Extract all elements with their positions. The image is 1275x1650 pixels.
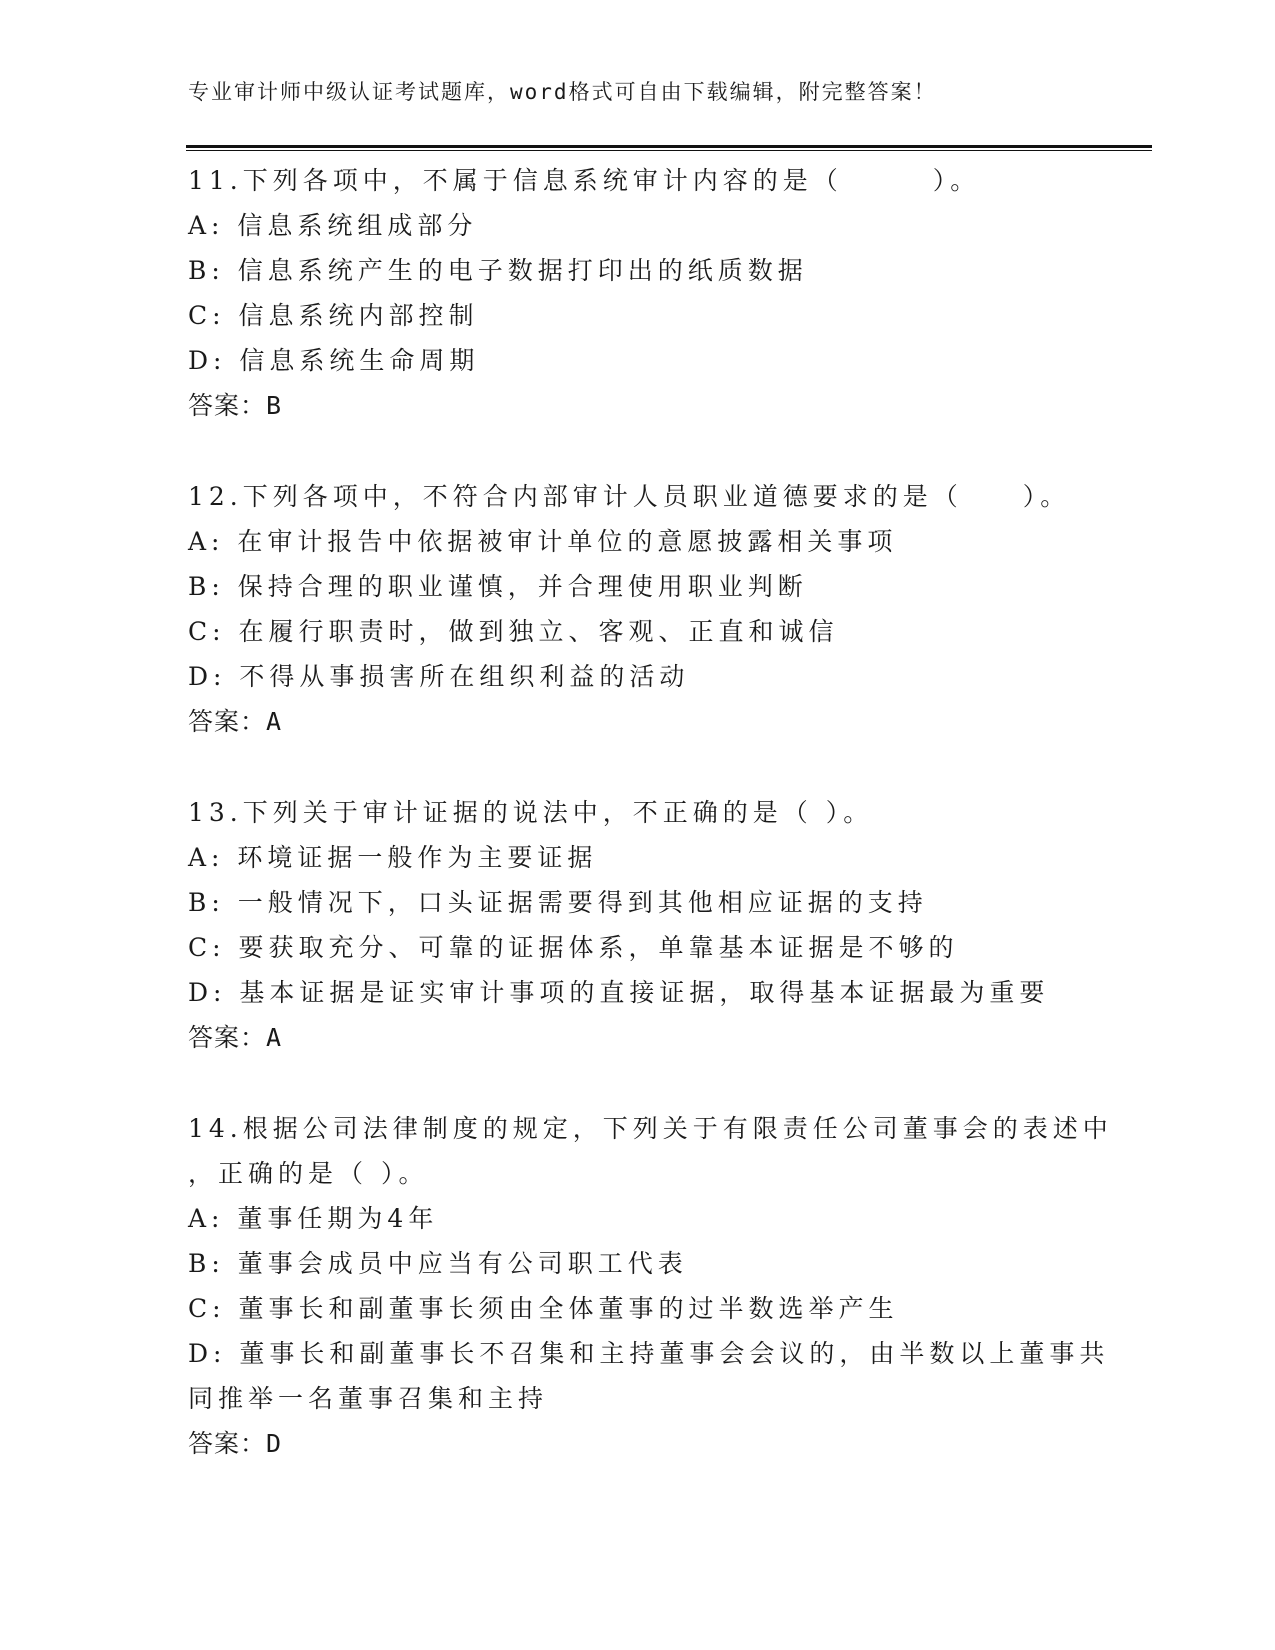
question-list bbox=[188, 158, 1113, 1512]
header-rule-thick bbox=[186, 145, 1152, 148]
question-stem: 11.下列各项中，不属于信息系统审计内容的是（ ）。 bbox=[188, 166, 981, 195]
answer-option: B: 一般情况下，口头证据需要得到其他相应证据的支持 bbox=[188, 888, 928, 917]
answer-value: A bbox=[266, 1023, 283, 1052]
answer-line bbox=[188, 383, 1088, 428]
header-rule-thin bbox=[186, 150, 1152, 151]
answer-option: A: 董事任期为4年 bbox=[188, 1204, 439, 1233]
answer-label: 答案： bbox=[188, 707, 267, 736]
answer-value: D bbox=[266, 1429, 283, 1458]
answer-line bbox=[188, 1421, 1088, 1466]
answer-option: 同推举一名董事召集和主持 bbox=[188, 1384, 549, 1413]
answer-label: 答案： bbox=[188, 1429, 267, 1458]
answer-line bbox=[188, 699, 1088, 744]
question-stem: 13.下列关于审计证据的说法中，不正确的是（ ）。 bbox=[188, 798, 874, 827]
question-block bbox=[188, 790, 1088, 1060]
answer-option: D: 信息系统生命周期 bbox=[188, 346, 480, 375]
question-stem: ，正确的是（ ）。 bbox=[188, 1159, 429, 1188]
question-block bbox=[188, 1106, 1113, 1466]
answer-value: B bbox=[266, 391, 283, 420]
answer-option: A: 信息系统组成部分 bbox=[188, 211, 478, 240]
answer-value: A bbox=[266, 707, 283, 736]
answer-option: B: 保持合理的职业谨慎，并合理使用职业判断 bbox=[188, 572, 808, 601]
page-header: 专业审计师中级认证考试题库，word格式可自由下载编辑，附完整答案！ bbox=[188, 80, 937, 104]
question-stem: 12.下列各项中，不符合内部审计人员职业道德要求的是（ ）。 bbox=[188, 482, 1071, 511]
answer-option: D: 不得从事损害所在组织利益的活动 bbox=[188, 662, 690, 691]
answer-label: 答案： bbox=[188, 391, 267, 420]
answer-option: C: 信息系统内部控制 bbox=[188, 301, 479, 330]
question-stem: 14.根据公司法律制度的规定，下列关于有限责任公司董事会的表述中 bbox=[188, 1114, 1113, 1143]
answer-option: D: 董事长和副董事长不召集和主持董事会会议的，由半数以上董事共 bbox=[188, 1339, 1110, 1368]
answer-option: D: 基本证据是证实审计事项的直接证据，取得基本证据最为重要 bbox=[188, 978, 1050, 1007]
answer-option: C: 在履行职责时，做到独立、客观、正直和诚信 bbox=[188, 617, 839, 646]
question-block bbox=[188, 158, 1088, 428]
answer-option: B: 董事会成员中应当有公司职工代表 bbox=[188, 1249, 688, 1278]
answer-option: C: 要获取充分、可靠的证据体系，单靠基本证据是不够的 bbox=[188, 933, 959, 962]
answer-label: 答案： bbox=[188, 1023, 267, 1052]
question-block bbox=[188, 474, 1088, 744]
answer-line bbox=[188, 1015, 1088, 1060]
answer-option: B: 信息系统产生的电子数据打印出的纸质数据 bbox=[188, 256, 808, 285]
answer-option: C: 董事长和副董事长须由全体董事的过半数选举产生 bbox=[188, 1294, 899, 1323]
answer-option: A: 环境证据一般作为主要证据 bbox=[188, 843, 598, 872]
answer-option: A: 在审计报告中依据被审计单位的意愿披露相关事项 bbox=[188, 527, 898, 556]
